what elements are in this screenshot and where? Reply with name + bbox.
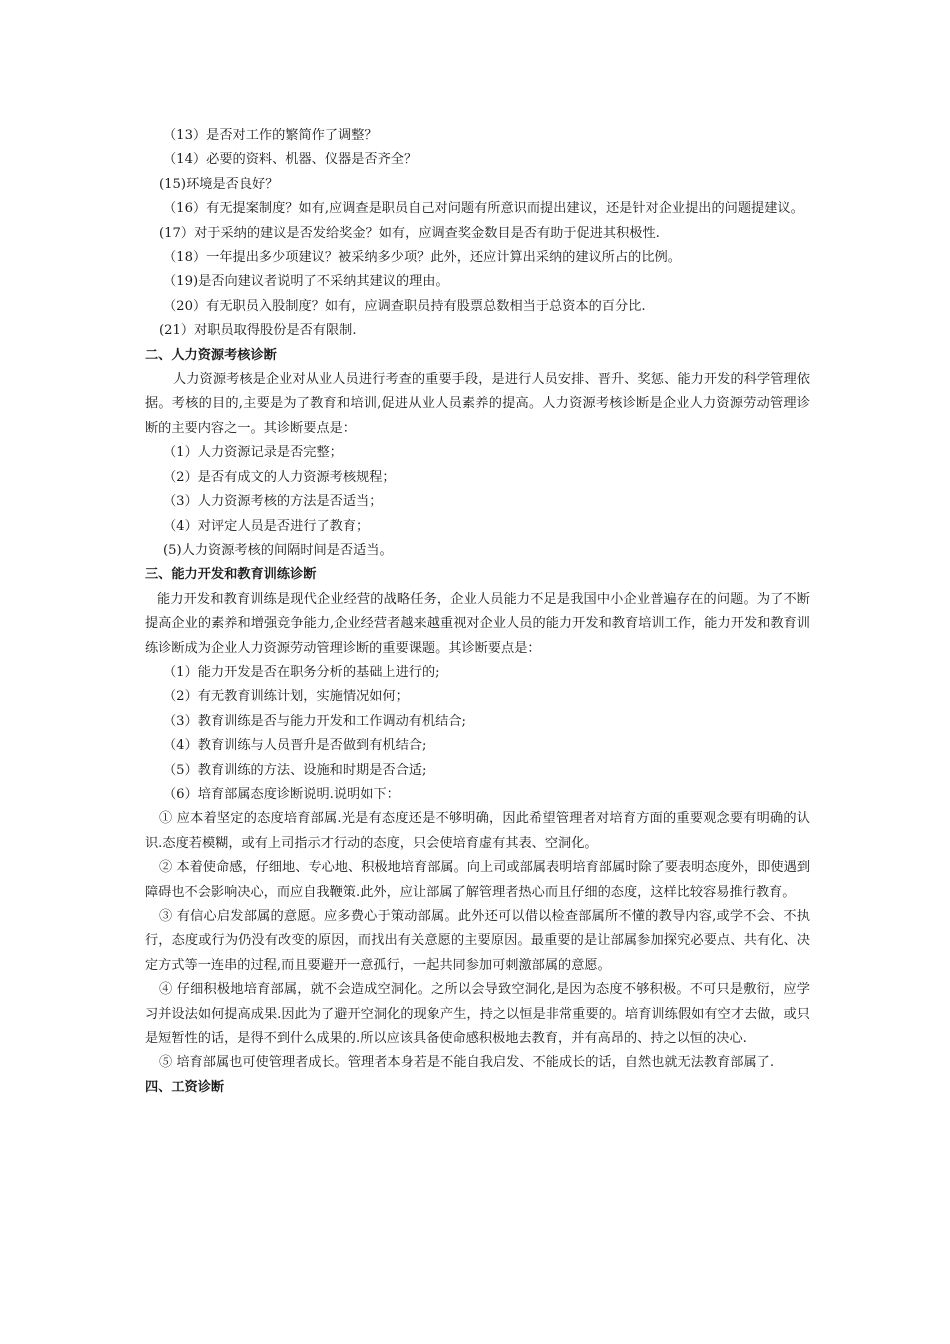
list-item: （1）人力资源记录是否完整；: [163, 445, 343, 461]
list-item-19: （19)是否向建议者说明了不采纳其建议的理由。: [163, 274, 449, 290]
list-item: （3）人力资源考核的方法是否适当；: [163, 494, 383, 510]
section-heading-appraisal: 二、人力资源考核诊断: [145, 347, 277, 363]
list-item: （3）教育训练是否与能力开发和工作调动有机结合;: [163, 713, 466, 729]
list-item-16: （16）有无提案制度？如有,应调查是职员自己对问题有所意识而提出建议，还是针对企业提出的问题提建议。: [163, 201, 804, 217]
point-paragraph: ⑤ 培育部属也可使管理者成长。管理者本身若是不能自我启发、不能成长的话，自然也就无法教育部属了.: [159, 1055, 775, 1071]
list-item: （4）教育训练与人员晋升是否做到有机结合;: [163, 738, 427, 754]
list-item-20: （20）有无职员入股制度？如有，应调查职员持有股票总数相当于总资本的百分比.: [163, 298, 646, 314]
list-item: （5）教育训练的方法、设施和时期是否合适;: [163, 762, 427, 778]
list-item-21: (21）对职员取得股份是否有限制.: [159, 323, 357, 339]
section-intro-appraisal: 人力资源考核是企业对从业人员进行考查的重要手段，是进行人员安排、晋升、奖惩、能力开发的科学管理依据。考核的目的,主要是为了教育和培训,促进从业人员素养的提高。人力资源考核诊断是企业人力资源劳动管理诊断的主要内容之一。其诊断要点是：: [145, 372, 810, 436]
list-item: （2）有无教育训练计划，实施情况如何；: [163, 689, 409, 705]
point-paragraph: ② 本着使命感，仔细地、专心地、积极地培育部属。向上司或部属表明培育部属时除了要表明态度外，即使遇到障碍也不会影响决心，而应自我鞭策.此外，应让部属了解管理者热心而且仔细的态度，这样比较容易推行教育。: [145, 860, 810, 900]
list-item-15: (15)环境是否良好？: [159, 176, 279, 192]
list-item: （2）是否有成文的人力资源考核规程；: [163, 469, 396, 485]
section-heading-training: 三、能力开发和教育训练诊断: [145, 567, 317, 583]
list-item: （4）对评定人员是否进行了教育；: [163, 518, 370, 534]
point-paragraph: ③ 有信心启发部属的意愿。应多费心于策动部属。此外还可以借以检查部属所不懂的教导内容,或学不会、不执行，态度或行为仍没有改变的原因，而找出有关意愿的主要原因。最重要的是让部属参加探究必要点、共有化、决定方式等一连串的过程,而且要避开一意孤行，一起共同参加可刺激部属的意愿。: [145, 909, 810, 973]
list-item: （6）培育部属态度诊断说明.说明如下：: [163, 786, 400, 802]
list-item-14: （14）必要的资料、机器、仪器是否齐全？: [163, 152, 418, 168]
section-intro-training: 能力开发和教育训练是现代企业经营的战略任务，企业人员能力不足是我国中小企业普遍存在的问题。为了不断提高企业的素养和增强竞争能力,企业经营者越来越重视对企业人员的能力开发和教育培训工作，能力开发和教育训练诊断成为企业人力资源劳动管理诊断的重要课题。其诊断要点是：: [145, 591, 810, 656]
list-item-18: （18）一年提出多少项建议？被采纳多少项？此外，还应计算出采纳的建议所占的比例。: [163, 250, 681, 266]
list-item-13: （13）是否对工作的繁简作了调整？: [163, 128, 378, 143]
list-item: （1）能力开发是否在职务分析的基础上进行的;: [163, 664, 440, 680]
point-paragraph: ① 应本着坚定的态度培育部属.光是有态度还是不够明确，因此希望管理者对培育方面的重要观念要有明确的认识.态度若模糊，或有上司指示才行动的态度，只会使培育虚有其表、空洞化。: [145, 811, 810, 851]
point-paragraph: ④ 仔细积极地培育部属，就不会造成空洞化。之所以会导致空洞化,是因为态度不够积极。不可只是敷衍，应学习并设法如何提高成果.因此为了避开空洞化的现象产生，持之以恒是非常重要的。培育训练假如有空才去做，或只是短暂性的话，是得不到什么成果的.所以应该具备使命感积极地去教育，并有高昂的、持之以恒的决心.: [145, 982, 810, 1047]
section-heading-wages: 四、工资诊断: [145, 1079, 225, 1095]
list-item-17: (17）对于采纳的建议是否发给奖金？如有，应调查奖金数目是否有助于促进其积极性.: [159, 225, 660, 241]
document-body: [145, 124, 810, 1100]
list-item: (5)人力资源考核的间隔时间是否适当。: [163, 542, 393, 558]
